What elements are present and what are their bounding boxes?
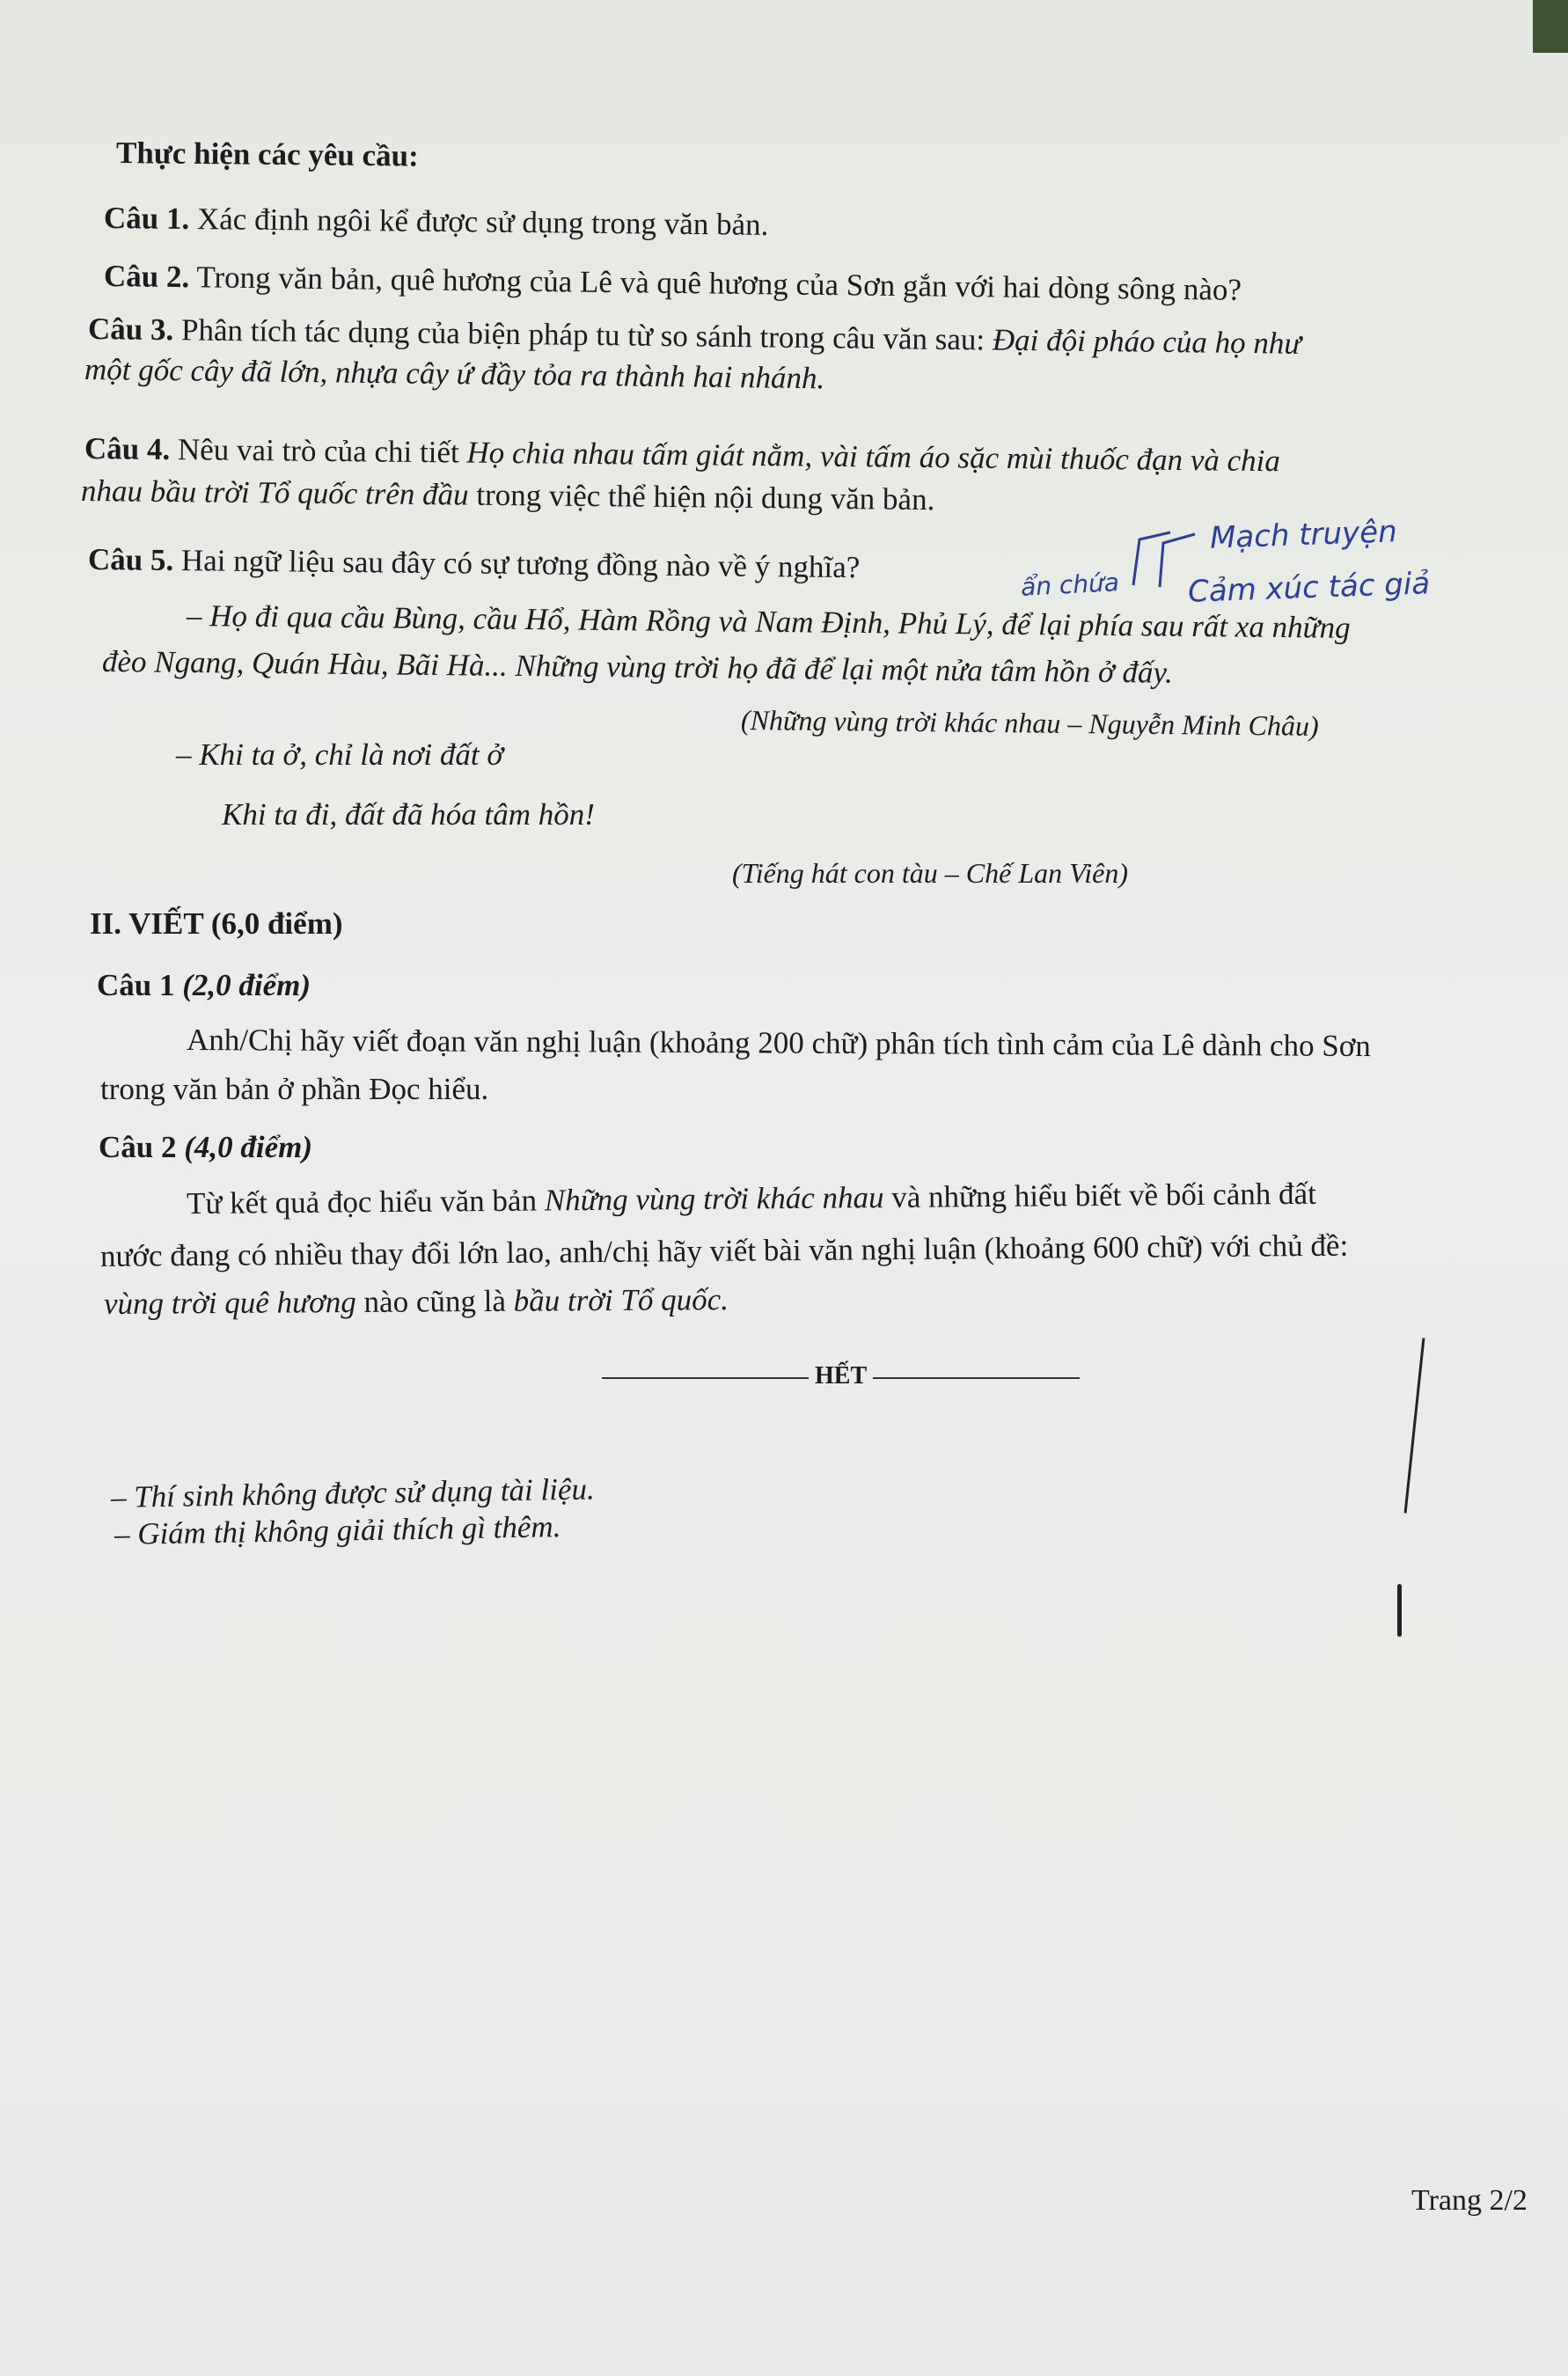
question-label: Câu 1. [103,201,190,237]
excerpt-1-line-1: – Họ đi qua cầu Bùng, cầu Hổ, Hàm Rồng và Nam Định, Phủ Lý, để lại phía sau rất xa những [186,598,1351,645]
excerpt-1-line-2: đèo Ngang, Quán Hàu, Bãi Hà... Những vùng trời họ đã để lại một nửa tâm hồn ở đấy. [101,644,1174,690]
question-text: Phân tích tác dụng của biện pháp tu từ so sánh trong câu văn sau: [180,312,985,357]
reading-question-3-quote: một gốc cây đã lớn, nhựa cây ứ đầy tỏa ra thành hai nhánh. [84,352,825,396]
handwritten-bracket-mark [1117,524,1214,594]
note-2: – Giám thị không giải thích gì thêm. [114,1509,561,1551]
writing-question-1-line-2: trong văn bản ở phần Đọc hiểu. [100,1072,489,1106]
excerpt-1-source: (Những vùng trời khác nhau – Nguyễn Minh Châu) [740,704,1319,742]
text-segment: Từ kết quả đọc hiểu văn bản [186,1183,538,1221]
question-text: Xác định ngôi kể được sử dụng trong văn bản. [196,202,769,242]
reading-question-2 [104,257,1242,310]
handwritten-note-2a: ẩn chứa [1020,568,1120,602]
text-segment: nào cũng là [363,1283,507,1319]
question-quote: Đại đội pháo của họ như [992,322,1301,361]
note-1: – Thí sinh không được sử dụng tài liệu. [110,1471,596,1514]
question-points: (4,0 điểm) [184,1130,313,1164]
question-detail-end: nhau bầu trời Tổ quốc trên đầu [80,473,469,512]
writing-question-2-heading [99,1128,312,1167]
writing-question-2-line-3 [104,1280,729,1324]
page-number: Trang 2/2 [1411,2184,1528,2217]
work-title: Những vùng trời khác nhau [544,1180,884,1218]
excerpt-2-line-2: Khi ta đi, đất đã hóa tâm hồn! [222,797,595,832]
question-label: Câu 1 [97,968,175,1002]
edge-mark [1404,1338,1425,1513]
writing-question-1-heading [97,966,311,1005]
question-label: Câu 5. [87,542,174,578]
question-text-end: trong việc thể hiện nội dung văn bản. [476,477,935,517]
text-segment: và những hiểu biết về bối cảnh đất [891,1176,1317,1215]
handwritten-note-1: Mạch truyện [1209,514,1398,556]
background-grass [1533,0,1568,53]
divider-line [602,1377,809,1379]
question-detail: Họ chia nhau tấm giát nằm, vài tấm áo sặc mùi thuốc đạn và chia [466,435,1281,479]
writing-question-2-line-2: nước đang có nhiều thay đổi lớn lao, anh/chị hãy viết bài văn nghị luận (khoảng 600 chữ) với chủ đề: [99,1228,1349,1273]
end-marker [602,1362,1080,1390]
question-label: Câu 3. [87,312,174,348]
end-label: HẾT [815,1362,867,1390]
reading-question-1 [104,199,769,245]
question-text: Hai ngữ liệu sau đây có sự tương đồng nào về ý nghĩa? [180,543,861,585]
question-points: (2,0 điểm) [182,968,311,1002]
divider-line [873,1377,1080,1379]
section-instruction: Thực hiện các yêu cầu: [115,136,419,173]
reading-question-4-cont [81,472,935,519]
question-label: Câu 2 [99,1130,177,1164]
theme-phrase: vùng trời quê hương [103,1284,356,1321]
question-label: Câu 2. [103,259,190,295]
writing-question-2-line-1 [187,1175,1316,1223]
handwritten-note-2b: Cảm xúc tác giả [1187,566,1431,610]
question-text: Nêu vai trò của chi tiết [177,432,459,470]
reading-question-5 [88,540,861,587]
writing-question-1-line-1: Anh/Chị hãy viết đoạn văn nghị luận (khoảng 200 chữ) phân tích tình cảm của Lê dành cho Sơn [186,1023,1371,1064]
excerpt-2-source: (Tiếng hát con tàu – Chế Lan Viên) [732,857,1129,889]
question-text: Trong văn bản, quê hương của Lê và quê hương của Sơn gắn với hai dòng sông nào? [196,260,1242,307]
writing-section-heading: II. VIẾT (6,0 điểm) [90,906,343,941]
excerpt-2-line-1: – Khi ta ở, chỉ là nơi đất ở [176,737,504,772]
question-label: Câu 4. [84,431,171,467]
edge-mark [1397,1584,1402,1637]
theme-phrase: bầu trời Tổ quốc. [513,1282,729,1318]
